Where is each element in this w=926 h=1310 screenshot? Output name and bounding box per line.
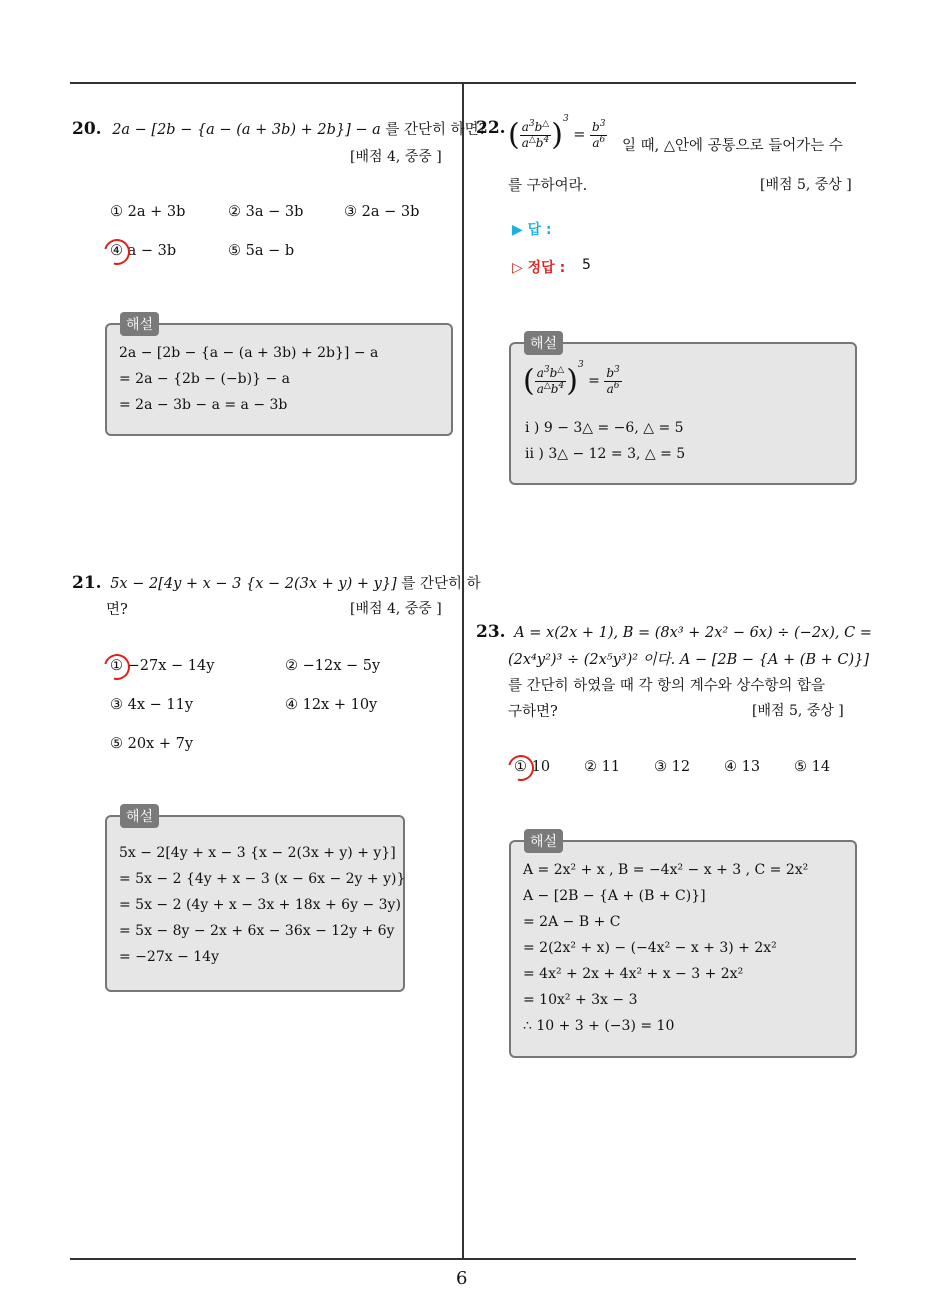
q23-solution-box	[509, 840, 857, 1058]
q23-stem-line-1	[476, 622, 872, 642]
q23-choice-3: ③ 12	[654, 759, 691, 775]
q22-points: [배점 5, 중상 ]	[760, 177, 852, 193]
q20-points: [배점 4, 중중 ]	[350, 149, 442, 165]
q23-choice-1: ① 10	[514, 759, 551, 775]
q23-solution-line-7: ∴ 10 + 3 + (−3) = 10	[523, 1018, 675, 1034]
q23-solution-line-3: = 2A − B + C	[523, 914, 621, 930]
q22-stem-text: 일 때, △안에 공통으로 들어가는 수	[622, 138, 843, 154]
q21-choice-4: ④ 12x + 10y	[285, 697, 378, 713]
q20-solution-line-3: = 2a − 3b − a = a − 3b	[119, 397, 288, 413]
q20-stem-math: 2a − [2b − {a − (a + 3b) + 2b}] − a	[112, 122, 381, 138]
q23-solution-label: 해설	[524, 829, 563, 853]
q20-choice-4: ④ a − 3b	[110, 243, 177, 259]
q21-stem-text2: 면?	[106, 602, 128, 618]
q23-stem-line-3: 를 간단히 하였을 때 각 항의 계수와 상수항의 합을	[508, 678, 826, 694]
q21-solution-line-1: 5x − 2[4y + x − 3 {x − 2(3x + y) + y}]	[119, 845, 396, 861]
q20-solution-line-1: 2a − [2b − {a − (a + 3b) + 2b}] − a	[119, 345, 379, 361]
q23-points: [배점 5, 중상 ]	[752, 703, 844, 719]
q21-choice-5: ⑤ 20x + 7y	[110, 736, 194, 752]
q20-solution-label: 해설	[120, 312, 159, 336]
q22-correct-label: ▷ 정답 :	[512, 260, 566, 276]
q21-solution-line-5: = −27x − 14y	[119, 949, 219, 965]
q20-choice-2: ② 3a − 3b	[228, 204, 304, 220]
q20-stem-text: 를 간단히 하면?	[385, 122, 487, 138]
q20-choice-5: ⑤ 5a − b	[228, 243, 295, 259]
q22-correct-value: 5	[582, 257, 591, 273]
q22-answer-label: ▶ 답 :	[512, 222, 552, 238]
q21-number: 21.	[72, 573, 102, 593]
q22-stem-text2: 를 구하여라.	[508, 178, 588, 194]
q20-number: 20.	[72, 119, 102, 139]
q20-choice-1: ① 2a + 3b	[110, 204, 186, 220]
q21-answer-mark	[99, 649, 135, 685]
q20-stem	[72, 118, 486, 139]
q21-solution-line-3: = 5x − 2 (4y + x − 3x + 18x + 6y − 3y)	[119, 897, 401, 913]
q21-solution-line-2: = 5x − 2 {4y + x − 3 (x − 6x − 2y + y)}	[119, 871, 406, 887]
q20-choice-3: ③ 2a − 3b	[344, 204, 420, 220]
q23-choice-4: ④ 13	[724, 759, 761, 775]
q22-solution-formula: ( $\frac{a^3b^\triangle}{a^\triangle b^4}$ )$^3$ = $\frac{b^3}{a^6}$	[523, 360, 620, 399]
q20-solution-box	[105, 323, 453, 436]
q23-solution-line-2: A − [2B − {A + (B + C)}]	[523, 888, 706, 904]
q23-stem-line-4: 구하면?	[508, 704, 558, 720]
q23-solution-line-4: = 2(2x² + x) − (−4x² − x + 3) + 2x²	[523, 940, 777, 956]
q22-solution-label: 해설	[524, 331, 563, 355]
page-number: 6	[456, 1268, 468, 1289]
q23-stem-line-1-text: A = x(2x + 1), B = (8x³ + 2x² − 6x) ÷ (−2x), C =	[514, 625, 872, 641]
q23-choice-2: ② 11	[584, 759, 621, 775]
q22-number: 22.	[476, 118, 506, 138]
q21-stem-text: 를 간단히 하	[401, 576, 481, 592]
q22-formula: ( $\frac{a^3b^\triangle}{a^\triangle b^4}$ )$^3$ = $\frac{b^3}{a^6}$	[508, 114, 606, 153]
q22-stem	[476, 118, 506, 138]
q22-solution-line-1: i ) 9 − 3△ = −6, △ = 5	[525, 420, 684, 436]
q21-stem	[72, 572, 481, 593]
q21-stem-math: 5x − 2[4y + x − 3 {x − 2(3x + y) + y}]	[110, 576, 397, 592]
q21-choice-2: ② −12x − 5y	[285, 658, 381, 674]
q23-stem-line-2: (2x⁴y²)³ ÷ (2x⁵y³)² 이다. A − [2B − {A + (B + C)}]	[508, 652, 870, 668]
q21-solution-line-4: = 5x − 8y − 2x + 6x − 36x − 12y + 6y	[119, 923, 395, 939]
q23-answer-mark	[503, 750, 539, 786]
q21-choice-3: ③ 4x − 11y	[110, 697, 194, 713]
q23-solution-line-1: A = 2x² + x , B = −4x² − x + 3 , C = 2x²	[523, 862, 809, 878]
q22-solution-line-2: ii ) 3△ − 12 = 3, △ = 5	[525, 446, 686, 462]
q21-points: [배점 4, 중중 ]	[350, 601, 442, 617]
q21-solution-label: 해설	[120, 804, 159, 828]
q21-solution-box	[105, 815, 405, 992]
q20-solution-line-2: = 2a − {2b − (−b)} − a	[119, 371, 290, 387]
q23-solution-line-6: = 10x² + 3x − 3	[523, 992, 638, 1008]
column-divider	[462, 82, 464, 1260]
q21-choice-1: ① −27x − 14y	[110, 658, 215, 674]
q23-number: 23.	[476, 622, 506, 642]
q20-answer-mark	[99, 234, 135, 270]
q23-choice-5: ⑤ 14	[794, 759, 831, 775]
bottom-rule	[70, 1258, 856, 1260]
q23-solution-line-5: = 4x² + 2x + 4x² + x − 3 + 2x²	[523, 966, 744, 982]
q22-solution-box	[509, 342, 857, 485]
